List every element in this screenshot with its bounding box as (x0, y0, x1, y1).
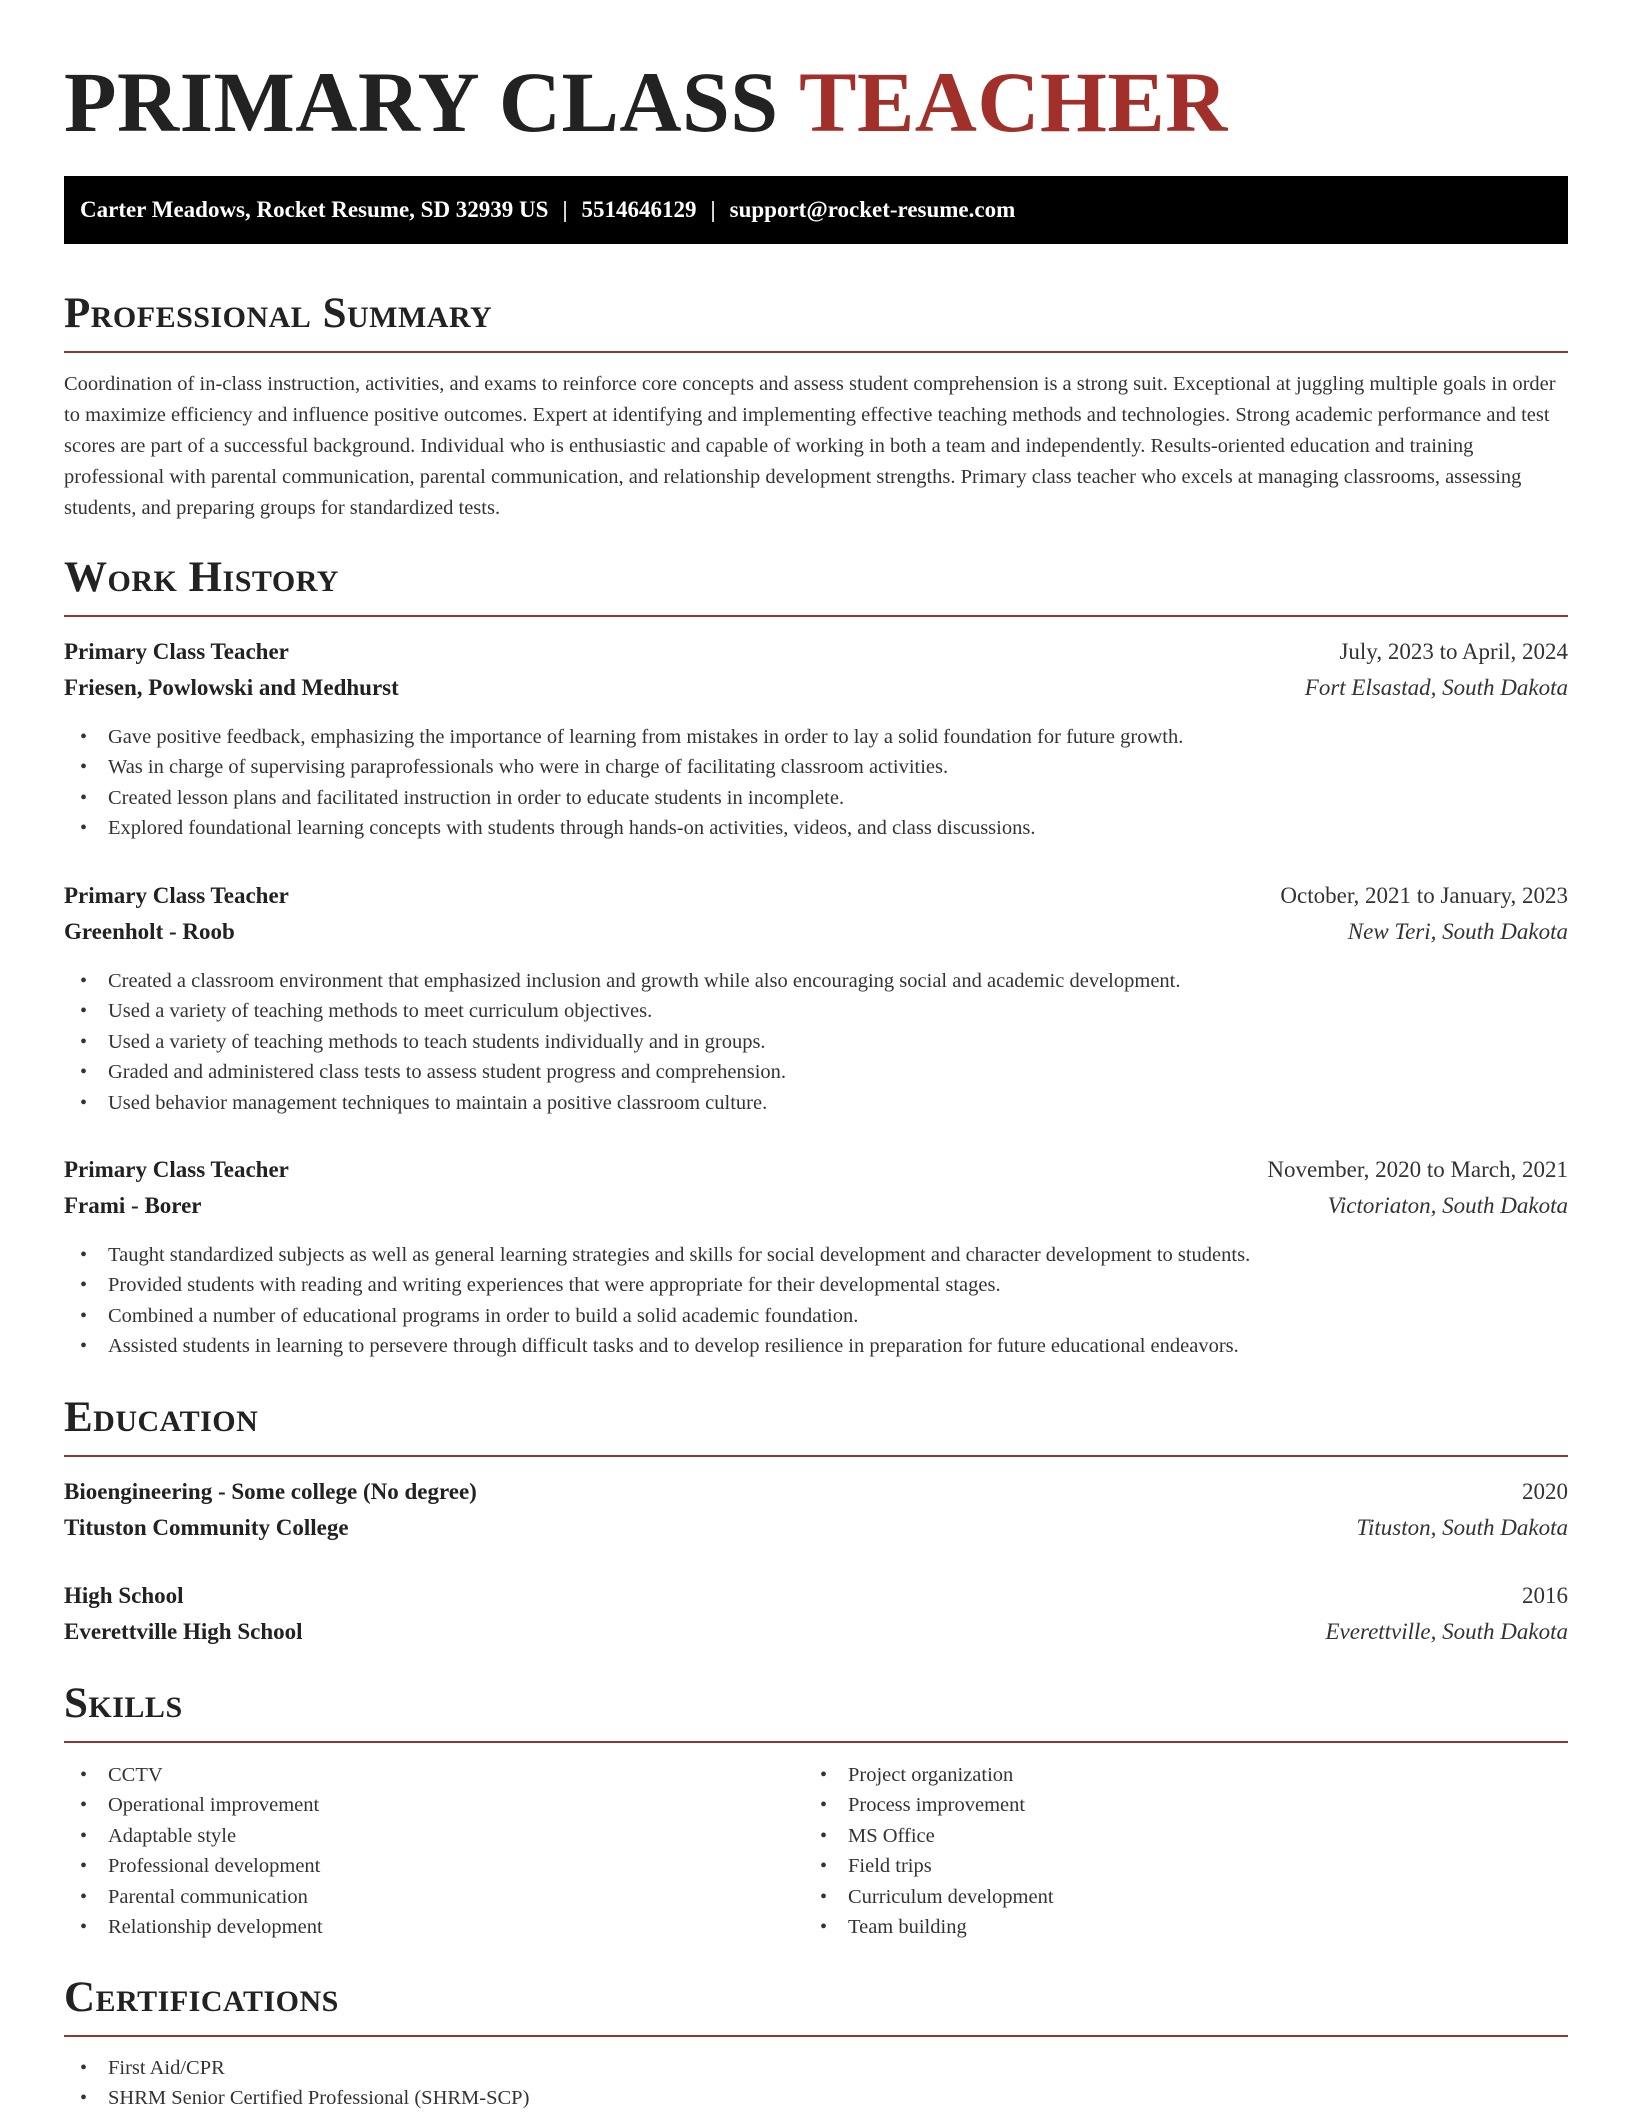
education-degree: Bioengineering - Some college (No degree) (64, 1479, 477, 1504)
education-school: Tituston Community College (64, 1515, 349, 1540)
skill-item: • Parental communication (64, 1882, 804, 1912)
list-item: • Was in charge of supervising paraprofessionals who were in charge of facilitating classroom activities. (64, 752, 1568, 782)
job-location: Victoriaton, South Dakota (1327, 1193, 1568, 1218)
list-item: • Explored foundational learning concepts with students through hands-on activities, videos, and class discussions. (64, 813, 1568, 843)
section-divider (64, 615, 1568, 617)
contact-address: Carter Meadows, Rocket Resume, SD 32939 US (80, 197, 549, 222)
section-heading-education: Education (64, 1394, 259, 1441)
section-divider (64, 351, 1568, 353)
job-company: Greenholt - Roob (64, 919, 235, 944)
certifications-list (64, 2053, 1568, 2114)
education-year: 2020 (1522, 1479, 1568, 1504)
skill-item: • Team building (804, 1912, 1544, 1942)
summary-text: Coordination of in-class instruction, activities, and exams to reinforce core concepts and assess student comprehension is a strong suit. Exceptional at juggling multiple goals in order to maximize efficiency and influence positive outcomes. Expert at identifying and implementing effective teaching methods and technologies. Strong academic performance and test scores are part of a successful background. Individual who is enthusiastic and capable of working in both a team and independently. Results-oriented education and training professional with parental communication, parental communication, and relationship development strengths. Primary class teacher who excels at managing classrooms, assessing students, and preparing groups for standardized tests. (64, 373, 1556, 519)
education-degree: High School (64, 1583, 184, 1608)
contact-bar (64, 176, 1568, 244)
education-subheader (64, 1510, 1568, 1546)
list-item: • Taught standardized subjects as well as general learning strategies and skills for social development and character development to students. (64, 1240, 1568, 1270)
education-year: 2016 (1522, 1583, 1568, 1608)
education-location: Tituston, South Dakota (1356, 1515, 1568, 1540)
contact-separator: | (710, 197, 716, 222)
skill-item: • Project organization (804, 1760, 1544, 1790)
title-accent: TEACHER (799, 54, 1228, 150)
skill-item: • Process improvement (804, 1790, 1544, 1820)
list-item: • Used a variety of teaching methods to teach students individually and in groups. (64, 1027, 1568, 1057)
job-header (64, 1152, 1568, 1188)
list-item: • Gave positive feedback, emphasizing the importance of learning from mistakes in order to lay a solid foundation for future growth. (64, 722, 1568, 752)
skill-item: • Relationship development (64, 1912, 804, 1942)
job-title: Primary Class Teacher (64, 1157, 289, 1182)
job-location: Fort Elsastad, South Dakota (1304, 675, 1568, 700)
contact-separator: | (562, 197, 568, 222)
job-subheader (64, 914, 1568, 950)
job-bullets (64, 722, 1568, 844)
title-main: PRIMARY CLASS (64, 54, 779, 150)
education-location: Everettville, South Dakota (1325, 1619, 1568, 1644)
job-bullets (64, 966, 1568, 1118)
job-subheader (64, 1188, 1568, 1224)
job-dates: October, 2021 to January, 2023 (1280, 883, 1568, 908)
skill-item: • Field trips (804, 1851, 1544, 1881)
job-company: Friesen, Powlowski and Medhurst (64, 675, 399, 700)
list-item: • Created a classroom environment that emphasized inclusion and growth while also encouraging social and academic development. (64, 966, 1568, 996)
list-item: • Created lesson plans and facilitated instruction in order to educate students in incomplete. (64, 783, 1568, 813)
section-heading-summary: Professional Summary (64, 290, 493, 337)
skill-item: • Adaptable style (64, 1821, 804, 1851)
job-bullets (64, 1240, 1568, 1362)
list-item: • Assisted students in learning to persevere through difficult tasks and to develop resilience in preparation for future educational endeavors. (64, 1331, 1568, 1361)
skill-item: • MS Office (804, 1821, 1544, 1851)
list-item: • Used a variety of teaching methods to meet curriculum objectives. (64, 996, 1568, 1026)
contact-phone: 5514646129 (581, 197, 697, 222)
section-heading-work: Work History (64, 554, 339, 601)
certification-item: • First Aid/CPR (64, 2053, 1568, 2083)
job-header (64, 878, 1568, 914)
education-header (64, 1578, 1568, 1614)
contact-email: support@rocket-resume.com (729, 197, 1016, 222)
education-school: Everettville High School (64, 1619, 303, 1644)
list-item: • Provided students with reading and writing experiences that were appropriate for their developmental stages. (64, 1270, 1568, 1300)
list-item: • Graded and administered class tests to assess student progress and comprehension. (64, 1057, 1568, 1087)
section-heading-certifications: Certifications (64, 1974, 339, 2021)
list-item: • Used behavior management techniques to maintain a positive classroom culture. (64, 1088, 1568, 1118)
job-location: New Teri, South Dakota (1347, 919, 1568, 944)
section-divider (64, 1741, 1568, 1743)
job-dates: November, 2020 to March, 2021 (1267, 1157, 1568, 1182)
job-dates: July, 2023 to April, 2024 (1339, 639, 1568, 664)
education-subheader (64, 1614, 1568, 1650)
job-header (64, 634, 1568, 670)
resume-page (64, 0, 1568, 2110)
job-title: Primary Class Teacher (64, 883, 289, 908)
job-subheader (64, 670, 1568, 706)
skill-item: • CCTV (64, 1760, 804, 1790)
skills-list-right (804, 1760, 1544, 1942)
skill-item: • Professional development (64, 1851, 804, 1881)
job-company: Frami - Borer (64, 1193, 202, 1218)
education-header (64, 1474, 1568, 1510)
skill-item: • Curriculum development (804, 1882, 1544, 1912)
certification-item: • SHRM Senior Certified Professional (SHRM-SCP) (64, 2083, 1568, 2113)
section-divider (64, 1455, 1568, 1457)
skill-item: • Operational improvement (64, 1790, 804, 1820)
skills-list-left (64, 1760, 804, 1942)
section-divider (64, 2035, 1568, 2037)
list-item: • Combined a number of educational programs in order to build a solid academic foundation. (64, 1301, 1568, 1331)
section-heading-skills: Skills (64, 1680, 183, 1727)
resume-title (64, 0, 1568, 150)
job-title: Primary Class Teacher (64, 639, 289, 664)
